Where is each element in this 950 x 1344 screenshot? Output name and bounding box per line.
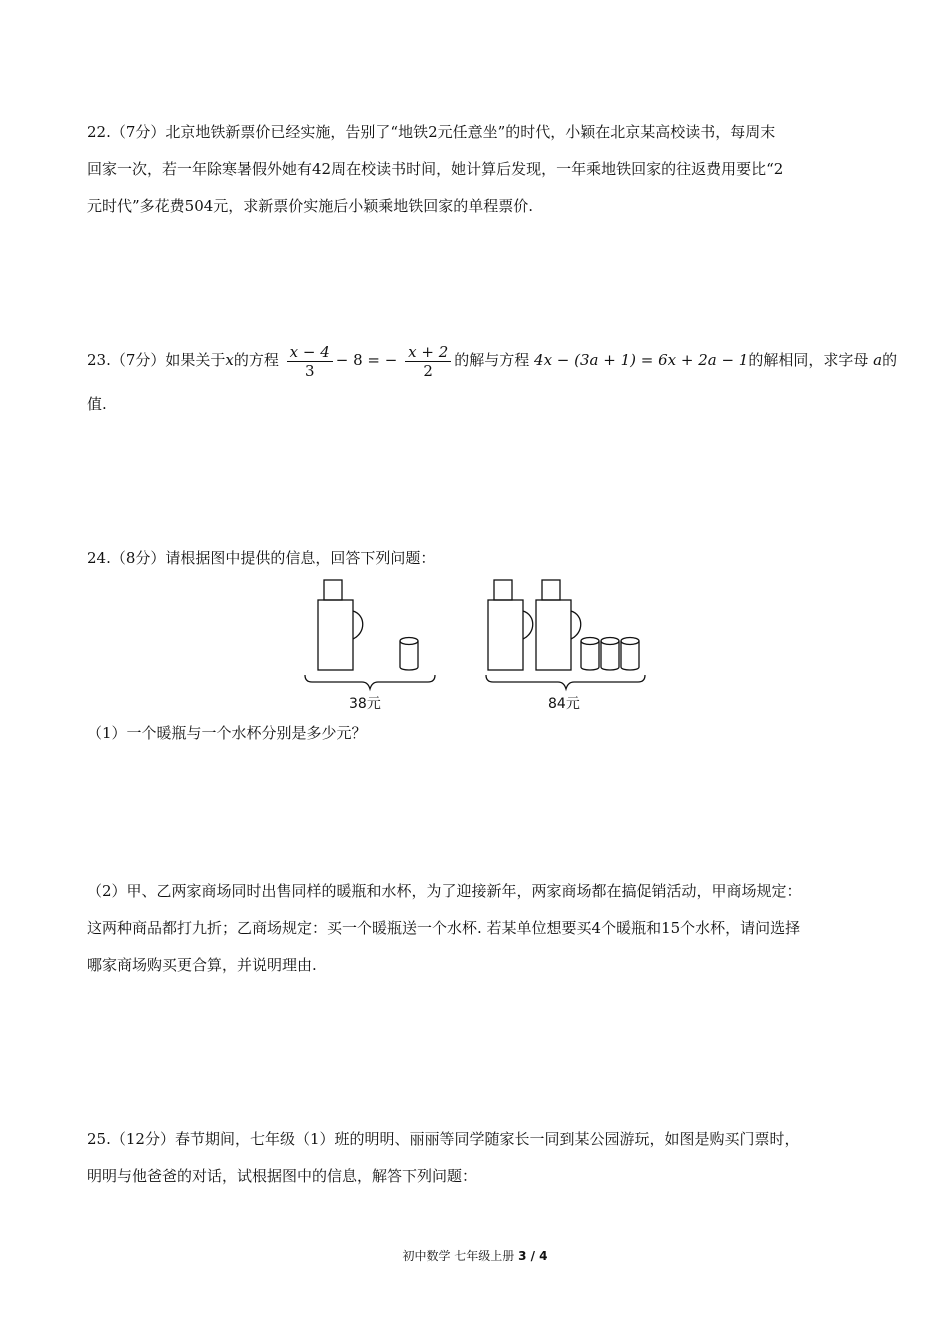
cup-icon	[621, 638, 639, 671]
thermos-icon	[536, 580, 581, 670]
thermos-icon	[488, 580, 533, 670]
figure-label-left: 38元	[349, 696, 381, 712]
cup-icon	[581, 638, 599, 671]
cup-icon	[601, 638, 619, 671]
q25-line-1: 25.（12分）春节期间，七年级（1）班的明明、丽丽等同学随家长一同到某公园游玩，如图是购买门票时，	[87, 1130, 800, 1148]
thermos-cup-figure	[300, 575, 660, 715]
fraction-1: $\frac{x - 4}{3}$	[287, 343, 333, 380]
q22-line-2: 回家一次，若一年除寒暑假外她有42周在校读书时间，她计算后发现，一年乘地铁回家的往返费用要比“2	[87, 160, 784, 178]
fraction-2: $\frac{x + 2}{2}$	[405, 343, 451, 380]
cup-icon	[400, 638, 418, 671]
q24-sub2-line-3: 哪家商场购买更合算，并说明理由.	[87, 956, 317, 974]
right-brace	[486, 675, 645, 689]
q24-sub2-line-2: 这两种商品都打九折；乙商场规定：买一个暖瓶送一个水杯. 若某单位想要买4个暖瓶和15个水杯，请问选择	[87, 919, 801, 937]
q23-line-1: 23.（7分）如果关于x的方程 $\frac{x - 4}{3}$ − 8 = − $\frac{x + 2}{2}$ 的解与方程 4x − (3a + 1) = 6x + 2a − 1的解相同，求字母 a的	[87, 342, 898, 380]
q24-line-1: 24.（8分）请根据图中提供的信息，回答下列问题：	[87, 549, 436, 567]
q24-sub1: （1）一个暖瓶与一个水杯分别是多少元？	[87, 724, 367, 742]
footer-subject: 初中数学 七年级上册	[402, 1249, 519, 1263]
q24-sub2-line-1: （2）甲、乙两家商场同时出售同样的暖瓶和水杯，为了迎接新年，两家商场都在搞促销活动，甲商场规定：	[87, 882, 802, 900]
q22-line-1: 22.（7分）北京地铁新票价已经实施，告别了“地铁2元任意坐”的时代，小颖在北京某高校读书，每周末	[87, 123, 776, 141]
thermos-icon	[318, 580, 363, 670]
var-a: a	[873, 351, 883, 369]
var-x: x	[225, 351, 234, 369]
q23-line-2: 值.	[87, 395, 107, 413]
equation-2: 4x − (3a + 1) = 6x + 2a − 1	[534, 351, 749, 369]
figure-label-right: 84元	[548, 696, 580, 712]
q25-line-2: 明明与他爸爸的对话，试根据图中的信息，解答下列问题：	[87, 1167, 478, 1185]
page-footer	[0, 1247, 950, 1264]
q22-line-3: 元时代”多花费504元，求新票价实施后小颖乘地铁回家的单程票价.	[87, 197, 534, 215]
page-number: 3 / 4	[518, 1249, 548, 1263]
left-brace	[305, 675, 435, 689]
